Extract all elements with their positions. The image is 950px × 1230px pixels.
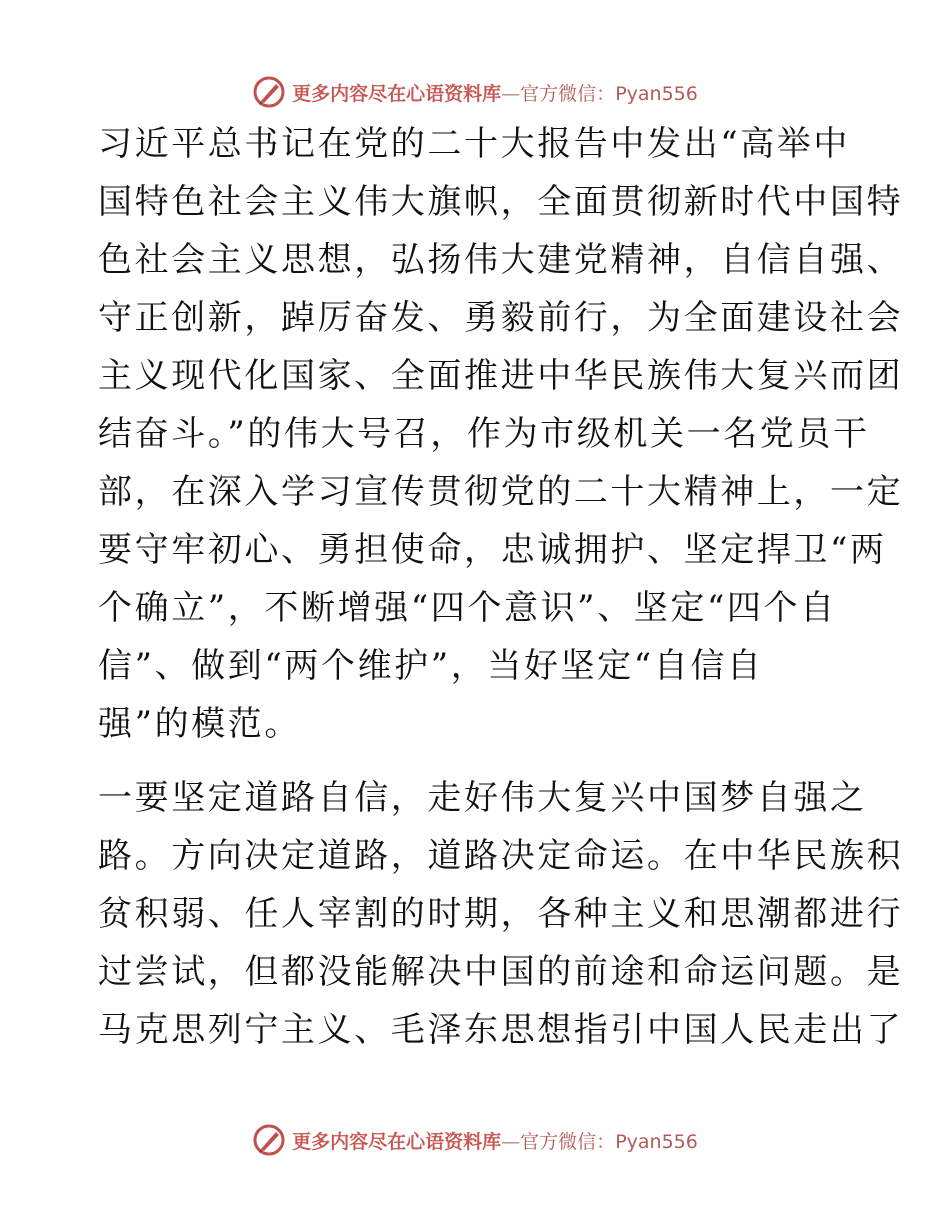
text-line: 色社会主义思想，弘扬伟大建党精神，自信自强、 [98, 240, 904, 280]
text-line: 强”的模范。 [98, 704, 301, 744]
text-line: 路。方向决定道路，道路决定命运。在中华民族积 [98, 836, 904, 876]
watermark-wechat-id: Pyan556 [615, 82, 698, 105]
watermark-dash: — [501, 1130, 521, 1153]
text-line: 要守牢初心、勇担使命，忠诚拥护、坚定捍卫“两 [98, 530, 887, 570]
header-watermark [0, 72, 950, 112]
text-line: 主义现代化国家、全面推进中华民族伟大复兴而团 [98, 356, 904, 396]
quill-pen-circle-icon [252, 1123, 286, 1157]
text-line: 马克思列宁主义、毛泽东思想指引中国人民走出了 [98, 1010, 904, 1050]
text-line: 部，在深入学习宣传贯彻党的二十大精神上，一定 [98, 472, 904, 512]
watermark-brand: 更多内容尽在心语资料库 [292, 1130, 502, 1153]
text-line: 国特色社会主义伟大旗帜，全面贯彻新时代中国特 [98, 182, 904, 222]
text-line: 过尝试，但都没能解决中国的前途和命运问题。是 [98, 952, 904, 992]
watermark-wechat-id: Pyan556 [615, 1130, 698, 1153]
text-line: 结奋斗。”的伟大号召，作为市级机关一名党员干 [98, 414, 870, 454]
footer-watermark [0, 1120, 950, 1160]
watermark-contact: 官方微信： [520, 1130, 616, 1153]
watermark-text [292, 79, 698, 106]
text-line: 习近平总书记在党的二十大报告中发出“高举中 [98, 124, 850, 164]
paragraph-1 [98, 115, 904, 753]
paragraph-2 [98, 769, 904, 1059]
quill-pen-circle-icon [252, 75, 286, 109]
watermark-brand: 更多内容尽在心语资料库 [292, 82, 502, 105]
text-line: 贫积弱、任人宰割的时期，各种主义和思潮都进行 [98, 894, 904, 934]
watermark-dash: — [501, 82, 521, 105]
text-line: 信”、做到“两个维护”，当好坚定“自信自 [98, 646, 764, 686]
text-line: 一要坚定道路自信，走好伟大复兴中国梦自强之 [98, 778, 867, 818]
document-body [98, 115, 904, 1059]
watermark-contact: 官方微信： [520, 82, 616, 105]
text-line: 守正创新，踔厉奋发、勇毅前行，为全面建设社会 [98, 298, 904, 338]
watermark-text [292, 1127, 698, 1154]
text-line: 个确立”，不断增强“四个意识”、坚定“四个自 [98, 588, 837, 628]
